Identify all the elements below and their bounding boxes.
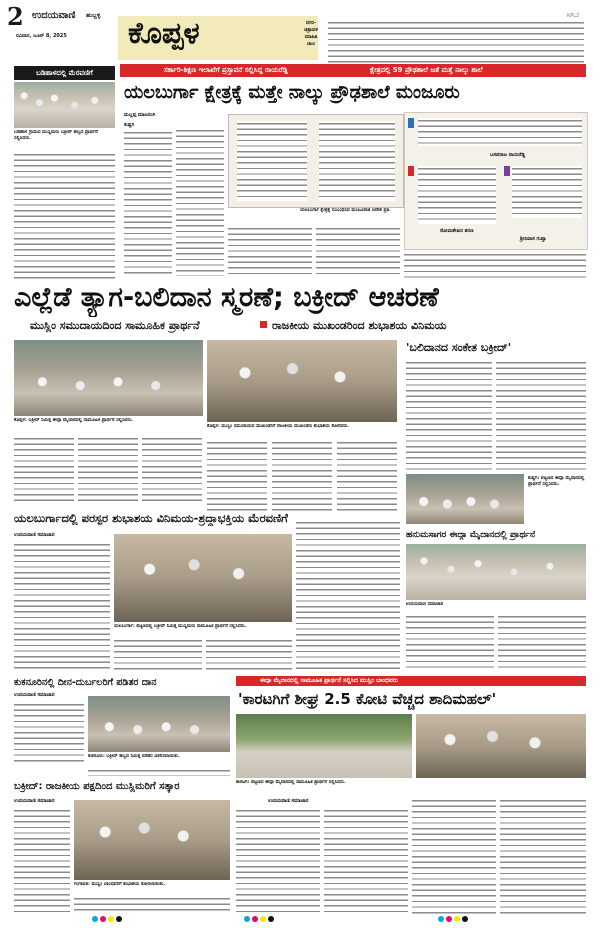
masthead-teaser-text (328, 20, 584, 64)
left-photo (14, 82, 115, 128)
main-text-col3 (142, 436, 202, 504)
hanumasagar-text-col1 (406, 614, 494, 672)
left-photo-caption: ಬಡಿಹಾಳ ಗ್ರಾಮದ ಮುಸ್ಲಿಮರು ಬಕ್ರೀದ್ ಹಬ್ಬದ ಪ್ರಾರ್ಥನೆ ಸಲ್ಲಿಸಿದರು. (14, 130, 98, 141)
square-bullet-icon (260, 321, 267, 328)
bakrid-headline: ಬಕ್ರೀದ್: ರಾಜಕೀಯ ಪಕ್ಷದಿಂದ ಮುಸ್ಲಿಮರಿಗೆ ಸತ್ಕಾರ (14, 781, 180, 792)
paper-name: ಉದಯವಾಣಿ (32, 10, 76, 21)
hanumasagar-caption: ಉದಯವಾಣಿ ಸಮಾಚಾರ (406, 602, 444, 607)
opinion-author-1: ಬಸವರಾಜ ರಾಯರೆಡ್ಡಿ (490, 152, 526, 158)
main-subhead-left: ಮುಸ್ಲಿಂ ಸಮುದಾಯದಿಂದ ಸಾಮೂಹಿಕ ಪ್ರಾರ್ಥನೆ (30, 319, 200, 332)
quote-headline: 'ಬಲಿದಾನದ ಸಂಕೇತ ಬಕ್ರೀದ್' (406, 341, 512, 354)
registration-dot (244, 916, 250, 922)
kukanoor-headline: ಕುಕನೂರಿನಲ್ಲಿ ದೀನ-ದುರ್ಬಲರಿಗೆ ಪಡಿತರ ದಾನ (14, 677, 157, 688)
main-headline: ಎಲ್ಲೆಡೆ ತ್ಯಾಗ-ಬಲಿದಾನ ಸ್ಮರಣೆ; ಬಕ್ರೀದ್ ಆಚರಣೆ (14, 282, 439, 313)
bakrid-byline: ಉದಯವಾಣಿ ಸಮಾಚಾರ (14, 798, 55, 804)
yelburga-text-col1 (14, 542, 110, 672)
main-text-col6 (337, 440, 397, 514)
quote-icon (408, 118, 414, 128)
bakrid-text-col2 (74, 896, 230, 914)
karatagi-text-col3 (412, 798, 496, 914)
corner-code: KPL2 (567, 13, 580, 19)
kushtagi-photo (406, 474, 524, 524)
quote-text-col1 (406, 360, 492, 470)
karatagi-caption: ಕಾರಟಗಿ: ಪಟ್ಟಣದ ಈದ್ಗಾ ಮೈದಾನದಲ್ಲಿ ಸಾಮೂಹಿಕ ಪ್ರಾರ್ಥನೆ ಸಲ್ಲಿಸಿದರು. (236, 780, 346, 785)
yelburga-photo (114, 534, 292, 622)
kukanoor-photo (88, 696, 230, 752)
main-text-col5 (272, 440, 332, 514)
karatagi-text-col4 (500, 798, 586, 914)
kukanoor-caption: ಕುಕನೂರು: ಬಕ್ರೀದ್ ಹಬ್ಬದ ನಿಮಿತ್ತ ಪಡಿತರ ವಿತರಿಸಲಾಯಿತು. (88, 754, 180, 759)
bakrid-photo (74, 800, 230, 880)
karatagi-headline: 'ಕಾರಟಗಿಗೆ ಶೀಘ್ರ 2.5 ಕೋಟಿ ವೆಚ್ಚದ ಶಾದಿಮಹಲ್' (238, 690, 497, 708)
page-number: 2 (7, 2, 24, 31)
yelburga-caption: ಯಲಬುರ್ಗಾ: ಪಟ್ಟಣದಲ್ಲಿ ಬಕ್ರೀದ್ ನಿಮಿತ್ತ ಮುಸ್ಲಿಮರು ಸಾಮೂಹಿಕ ಪ್ರಾರ್ಥನೆ ಸಲ್ಲಿಸಿದರು. (114, 624, 247, 629)
lead-text-right (404, 252, 586, 278)
yelburga-headline: ಯಲಬುರ್ಗಾದಲ್ಲಿ ಪರಸ್ಪರ ಶುಭಾಶಯ ವಿನಿಮಯ-ಶ್ರದ್ಧಾಭಕ್ತಿಯ ಮೆರವಣಿಗೆ (14, 511, 288, 525)
lead-kicker: ಸರ್ಕಾರಿ-ಶಿಕ್ಷಣ ಇಲಾಖೆಗೆ ಪ್ರಸ್ತಾವನೆ ಸಲ್ಲಿಸಿದ್ದ ರಾಯರೆಡ್ಡಿ (164, 66, 288, 74)
bakrid-text-col1 (14, 808, 70, 914)
registration-dot (116, 916, 122, 922)
lead-kicker-right: ಕ್ಷೇತ್ರದಲ್ಲಿ 59 ಪ್ರೌಢಶಾಲೆ ಜತೆ ಮತ್ತೆ ನಾಲ್ಕು ಶಾಲೆ (370, 66, 483, 74)
main-text-col1 (14, 436, 74, 504)
registration-dot (268, 916, 274, 922)
yelburga-text-col4 (296, 520, 400, 672)
main-text-col4 (207, 440, 267, 514)
registration-dot (438, 916, 444, 922)
left-column-text (14, 152, 115, 280)
main-text-col2 (78, 436, 138, 504)
registration-dot (100, 916, 106, 922)
registration-dot (252, 916, 258, 922)
yelburga-text-col3 (206, 638, 292, 672)
lead-document-image (228, 114, 404, 208)
opinion-author-2: ಸೋಮಶೇಖರ ಶರಣ (440, 228, 474, 234)
lead-text-col2 (176, 128, 224, 276)
karatagi-text-col1 (236, 808, 320, 914)
lead-place: ಕುಷ್ಟಗಿ (124, 122, 135, 128)
karatagi-kicker: ಈದ್ಗಾ ಮೈದಾನದಲ್ಲಿ ಸಾಮೂಹಿಕ ಪ್ರಾರ್ಥನೆ ಸಲ್ಲಿಸಿದ ಮುಸ್ಲಿಂ ಬಾಂಧವರು (260, 677, 398, 684)
main-caption-2: ಕೊಪ್ಪಳ: ಮುಸ್ಲಿಂ ಸಮುದಾಯದ ಮುಖಂಡರಿಗೆ ರಾಜಕೀಯ ಮುಖಂಡರು ಶುಭಾಶಯ ಕೋರಿದರು. (207, 424, 350, 429)
lead-byline: ಮಲ್ಲಪ್ಪ ಮಾಟರಂಗಿ (124, 112, 156, 118)
registration-dot (454, 916, 460, 922)
registration-dot (446, 916, 452, 922)
registration-dot (462, 916, 468, 922)
main-photo-1 (14, 340, 203, 416)
yelburga-text-col2 (114, 638, 202, 672)
left-section-title: ಬಡಿಹಾಳದಲ್ಲಿ ಮೆರವಣಿಗೆ (14, 66, 115, 80)
masthead-side-text: ನಗರ-ಚಿತ್ರಾವಳಿ ಮಾಹಿತಿ ಜಾಲ (304, 20, 318, 47)
district-name: ಕೊಪ್ಪಳ (128, 16, 200, 51)
karatagi-photo-1 (236, 714, 412, 778)
main-caption-1: ಕೊಪ್ಪಳ: ಬಕ್ರೀದ್ ನಿಮಿತ್ತ ಈದ್ಗಾ ಮೈದಾನದಲ್ಲಿ ಸಾಮೂಹಿಕ ಪ್ರಾರ್ಥನೆ ಸಲ್ಲಿಸಿದರು. (14, 418, 134, 423)
edition-label: ಹುಬ್ಬಳ್ಳಿ (86, 12, 101, 19)
gangavati-caption: ಗಂಗಾವತಿ: ಮುಸ್ಲಿಂ ಬಾಂಧವರಿಗೆ ಶುಭಾಶಯ ಕೋರಲಾಯಿತು. (74, 882, 166, 887)
date-line: ರವಿವಾರ, ಜೂನ್ 8, 2025 (16, 33, 67, 39)
quote-icon (408, 166, 414, 176)
lead-headline: ಯಲಬುರ್ಗಾ ಕ್ಷೇತ್ರಕ್ಕೆ ಮತ್ತೇ ನಾಲ್ಕು ಪ್ರೌಢಶಾಲೆ ಮಂಜೂರು (124, 82, 460, 103)
registration-dot (92, 916, 98, 922)
opinion-text-3 (512, 166, 582, 218)
opinion-text-1 (418, 118, 582, 146)
quote-text-col2 (496, 360, 586, 470)
karatagi-photo-2 (416, 714, 586, 778)
lead-text-col3 (228, 226, 312, 276)
opinion-text-2 (418, 166, 496, 224)
lead-text-col1 (124, 130, 172, 276)
lead-document-caption: ಯಲಬುರ್ಗಾ ಕ್ಷೇತ್ರಕ್ಕೆ ಸಂಬಂಧಿಸಿದ ಮಂಜೂರಾತಿ ಆದೇಶ ಪ್ರತಿ. (300, 208, 391, 213)
yelburga-byline: ಉದಯವಾಣಿ ಸಮಾಚಾರ (14, 532, 55, 538)
main-photo-2 (207, 340, 397, 422)
registration-dot (260, 916, 266, 922)
opinion-author-3: ಶ್ರೀನಿವಾಸ ಗುಪ್ತಾ (520, 236, 547, 242)
lead-text-col4 (316, 226, 400, 276)
karatagi-text-col2 (324, 808, 408, 914)
hanumasagar-photo (406, 544, 586, 600)
hanumasagar-text-col2 (498, 614, 586, 672)
karatagi-byline: ಉದಯವಾಣಿ ಸಮಾಚಾರ (268, 798, 309, 804)
kukanoor-text-col2 (88, 768, 230, 776)
registration-dot (108, 916, 114, 922)
hanumasagar-headline: ಹನುಮಸಾಗರ ಈದ್ಗಾ ಮೈದಾನದಲ್ಲಿ ಪ್ರಾರ್ಥನೆ (406, 530, 536, 540)
main-caption-3: ಕುಷ್ಟಗಿ: ಪಟ್ಟಣದ ಈದ್ಗಾ ಮೈದಾನದಲ್ಲಿ ಪ್ರಾರ್ಥನೆ ಸಲ್ಲಿಸಿದರು. (528, 476, 585, 487)
main-subhead-right: ರಾಜಕೀಯ ಮುಖಂಡರಿಂದ ಶುಭಾಶಯ ವಿನಿಮಯ (272, 319, 447, 332)
kukanoor-text-col1 (14, 702, 84, 762)
kukanoor-byline: ಉದಯವಾಣಿ ಸಮಾಚಾರ (14, 692, 55, 698)
quote-icon (504, 166, 510, 176)
